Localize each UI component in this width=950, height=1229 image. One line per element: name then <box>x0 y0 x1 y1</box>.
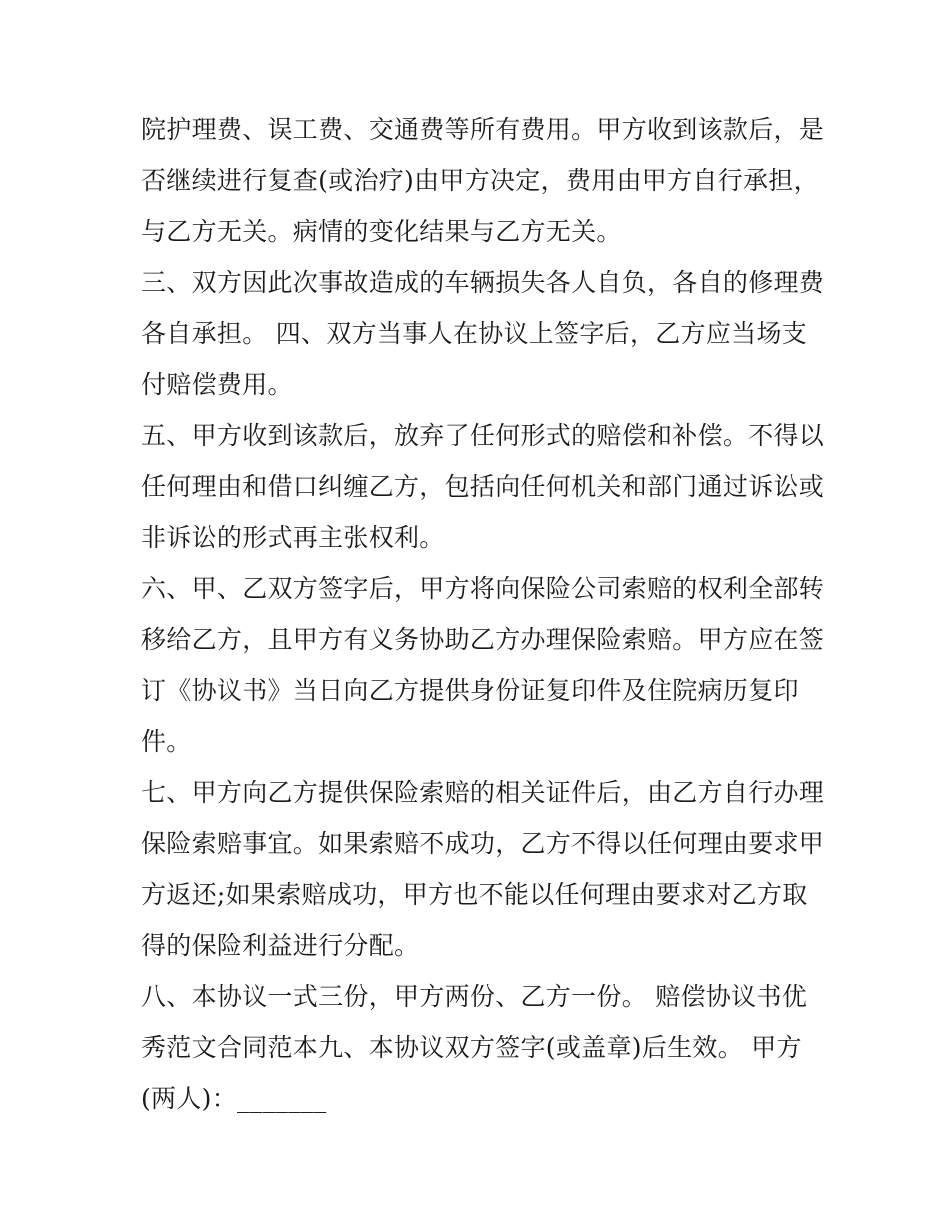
text-line: 付赔偿费用。 <box>141 370 293 399</box>
text-line: 三、双方因此次事故造成的车辆损失各人自负，各自的修理费 <box>141 268 825 297</box>
text-line: 否继续进行复查(或治疗)由甲方决定，费用由甲方自行承担， <box>141 166 819 195</box>
signature-line: (两人)：_______ <box>141 1084 327 1113</box>
text-line: 秀范文合同范本九、本协议双方签字(或盖章)后生效。 甲方 <box>141 1033 802 1062</box>
text-line: 非诉讼的形式再主张权利。 <box>141 523 445 552</box>
document-body <box>141 104 825 1124</box>
text-line: 七、甲方向乙方提供保险索赔的相关证件后，由乙方自行办理 <box>141 778 825 807</box>
text-line: 件。 <box>141 727 192 756</box>
text-line: 五、甲方收到该款后，放弃了任何形式的赔偿和补偿。不得以 <box>141 421 825 450</box>
text-line: 院护理费、误工费、交通费等所有费用。甲方收到该款后，是 <box>141 115 825 144</box>
text-line: 各自承担。 四、双方当事人在协议上签字后，乙方应当场支 <box>141 319 808 348</box>
text-line: 订《协议书》当日向乙方提供身份证复印件及住院病历复印 <box>141 676 799 705</box>
text-line: 方返还;如果索赔成功，甲方也不能以任何理由要求对乙方取 <box>141 880 808 909</box>
text-line: 任何理由和借口纠缠乙方，包括向任何机关和部门通过诉讼或 <box>141 472 825 501</box>
text-line: 得的保险利益进行分配。 <box>141 931 420 960</box>
text-line: 六、甲、乙双方签字后，甲方将向保险公司索赔的权利全部转 <box>141 574 825 603</box>
text-line: 移给乙方，且甲方有义务协助乙方办理保险索赔。甲方应在签 <box>141 625 825 654</box>
text-line: 八、本协议一式三份，甲方两份、乙方一份。 赔偿协议书优 <box>141 982 808 1011</box>
text-line: 保险索赔事宜。如果索赔不成功，乙方不得以任何理由要求甲 <box>141 829 825 858</box>
text-line: 与乙方无关。病情的变化结果与乙方无关。 <box>141 217 622 246</box>
